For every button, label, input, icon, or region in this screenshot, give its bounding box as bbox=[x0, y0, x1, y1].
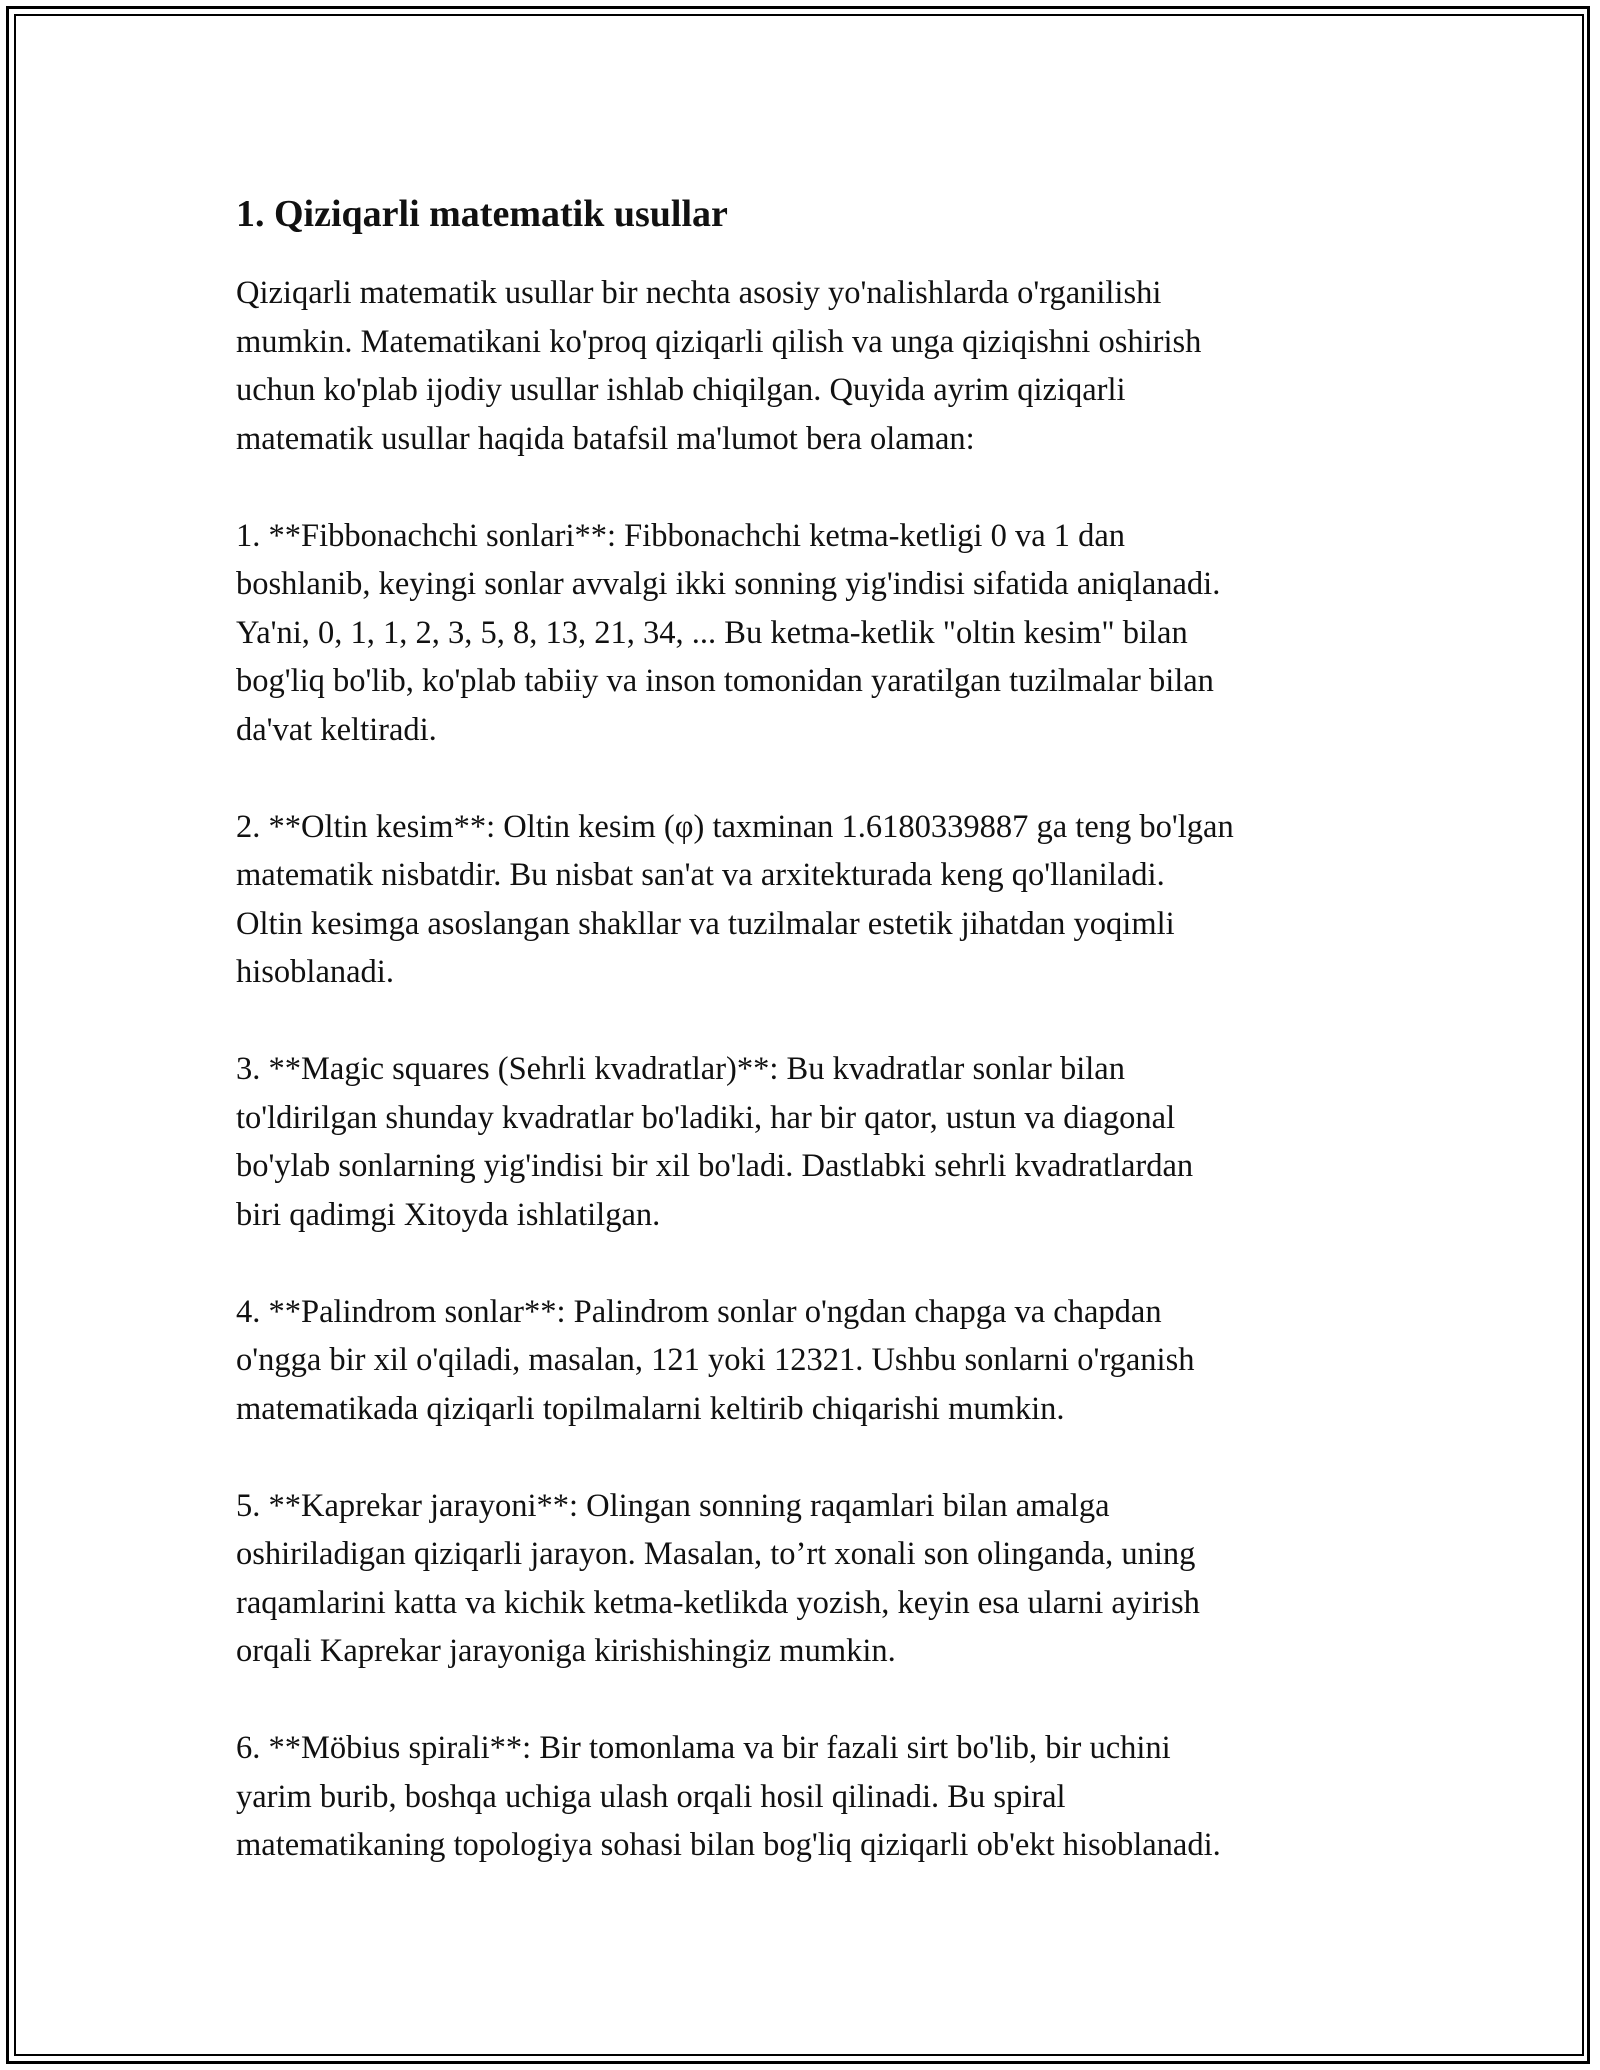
golden-ratio-paragraph: 2. **Oltin kesim**: Oltin kesim (φ) taxminan 1.6180339887 ga teng bo'lgan matematik nisbatdir. Bu nisbat san'at va arxitekturada keng qo'llaniladi. Oltin kesimga asoslangan shakllar va tuzilmalar estetik jihatdan yoqimli hisoblanadi. bbox=[236, 808, 1234, 990]
mobius-paragraph: 6. **Möbius spirali**: Bir tomonlama va bir fazali sirt bo'lib, bir uchini yarim burib, boshqa uchiga ulash orqali hosil qilinadi. Bu spiral matematikaning topologiya sohasi bilan bog'liq qiziqarli ob'ekt hisoblanadi. bbox=[236, 1730, 1221, 1863]
intro-paragraph: Qiziqarli matematik usullar bir nechta asosiy yo'nalishlarda o'rganilishi mumkin. Matematikani ko'proq qiziqarli qilish va unga qiziqishni oshirish uchun ko'plab ijodiy usullar ishlab chiqilgan. Quyida ayrim qiziqarli matematik usullar haqida batafsil ma'lumot bera olaman: bbox=[236, 275, 1202, 457]
fibonacci-paragraph: 1. **Fibbonachchi sonlari**: Fibbonachchi ketma-ketligi 0 va 1 dan boshlanib, keyingi sonlar avvalgi ikki sonning yig'indisi sifatida aniqlanadi. Ya'ni, 0, 1, 1, 2, 3, 5, 8, 13, 21, 34, ... Bu ketma-ketlik "oltin kesim" bilan bog'liq bo'lib, ko'plab tabiiy va inson tomonidan yaratilgan tuzilmalar bilan da'vat keltiradi. bbox=[236, 517, 1221, 748]
document-body bbox=[236, 185, 1386, 1870]
palindrome-paragraph: 4. **Palindrom sonlar**: Palindrom sonlar o'ngdan chapga va chapdan o'ngga bir xil o'qiladi, masalan, 121 yoki 12321. Ushbu sonlarni o'rganish matematikada qiziqarli topilmalarni keltirib chiqarishi mumkin. bbox=[236, 1293, 1195, 1427]
kaprekar-paragraph: 5. **Kaprekar jarayoni**: Olingan sonning raqamlari bilan amalga oshiriladigan qiziqarli jarayon. Masalan, to’rt xonali son olinganda, uning raqamlarini katta va kichik ketma-ketlikda yozish, keyin esa ularni ayirish orqali Kaprekar jarayoniga kirishishingiz mumkin. bbox=[236, 1487, 1200, 1669]
document-title: 1. Qiziqarli matematik usullar bbox=[236, 193, 728, 235]
magic-squares-paragraph: 3. **Magic squares (Sehrli kvadratlar)**: Bu kvadratlar sonlar bilan to'ldirilgan shunday kvadratlar bo'ladiki, har bir qator, ustun va diagonal bo'ylab sonlarning yig'indisi bir xil bo'ladi. Dastlabki sehrli kvadratlardan biri qadimgi Xitoyda ishlatilgan. bbox=[236, 1051, 1194, 1233]
